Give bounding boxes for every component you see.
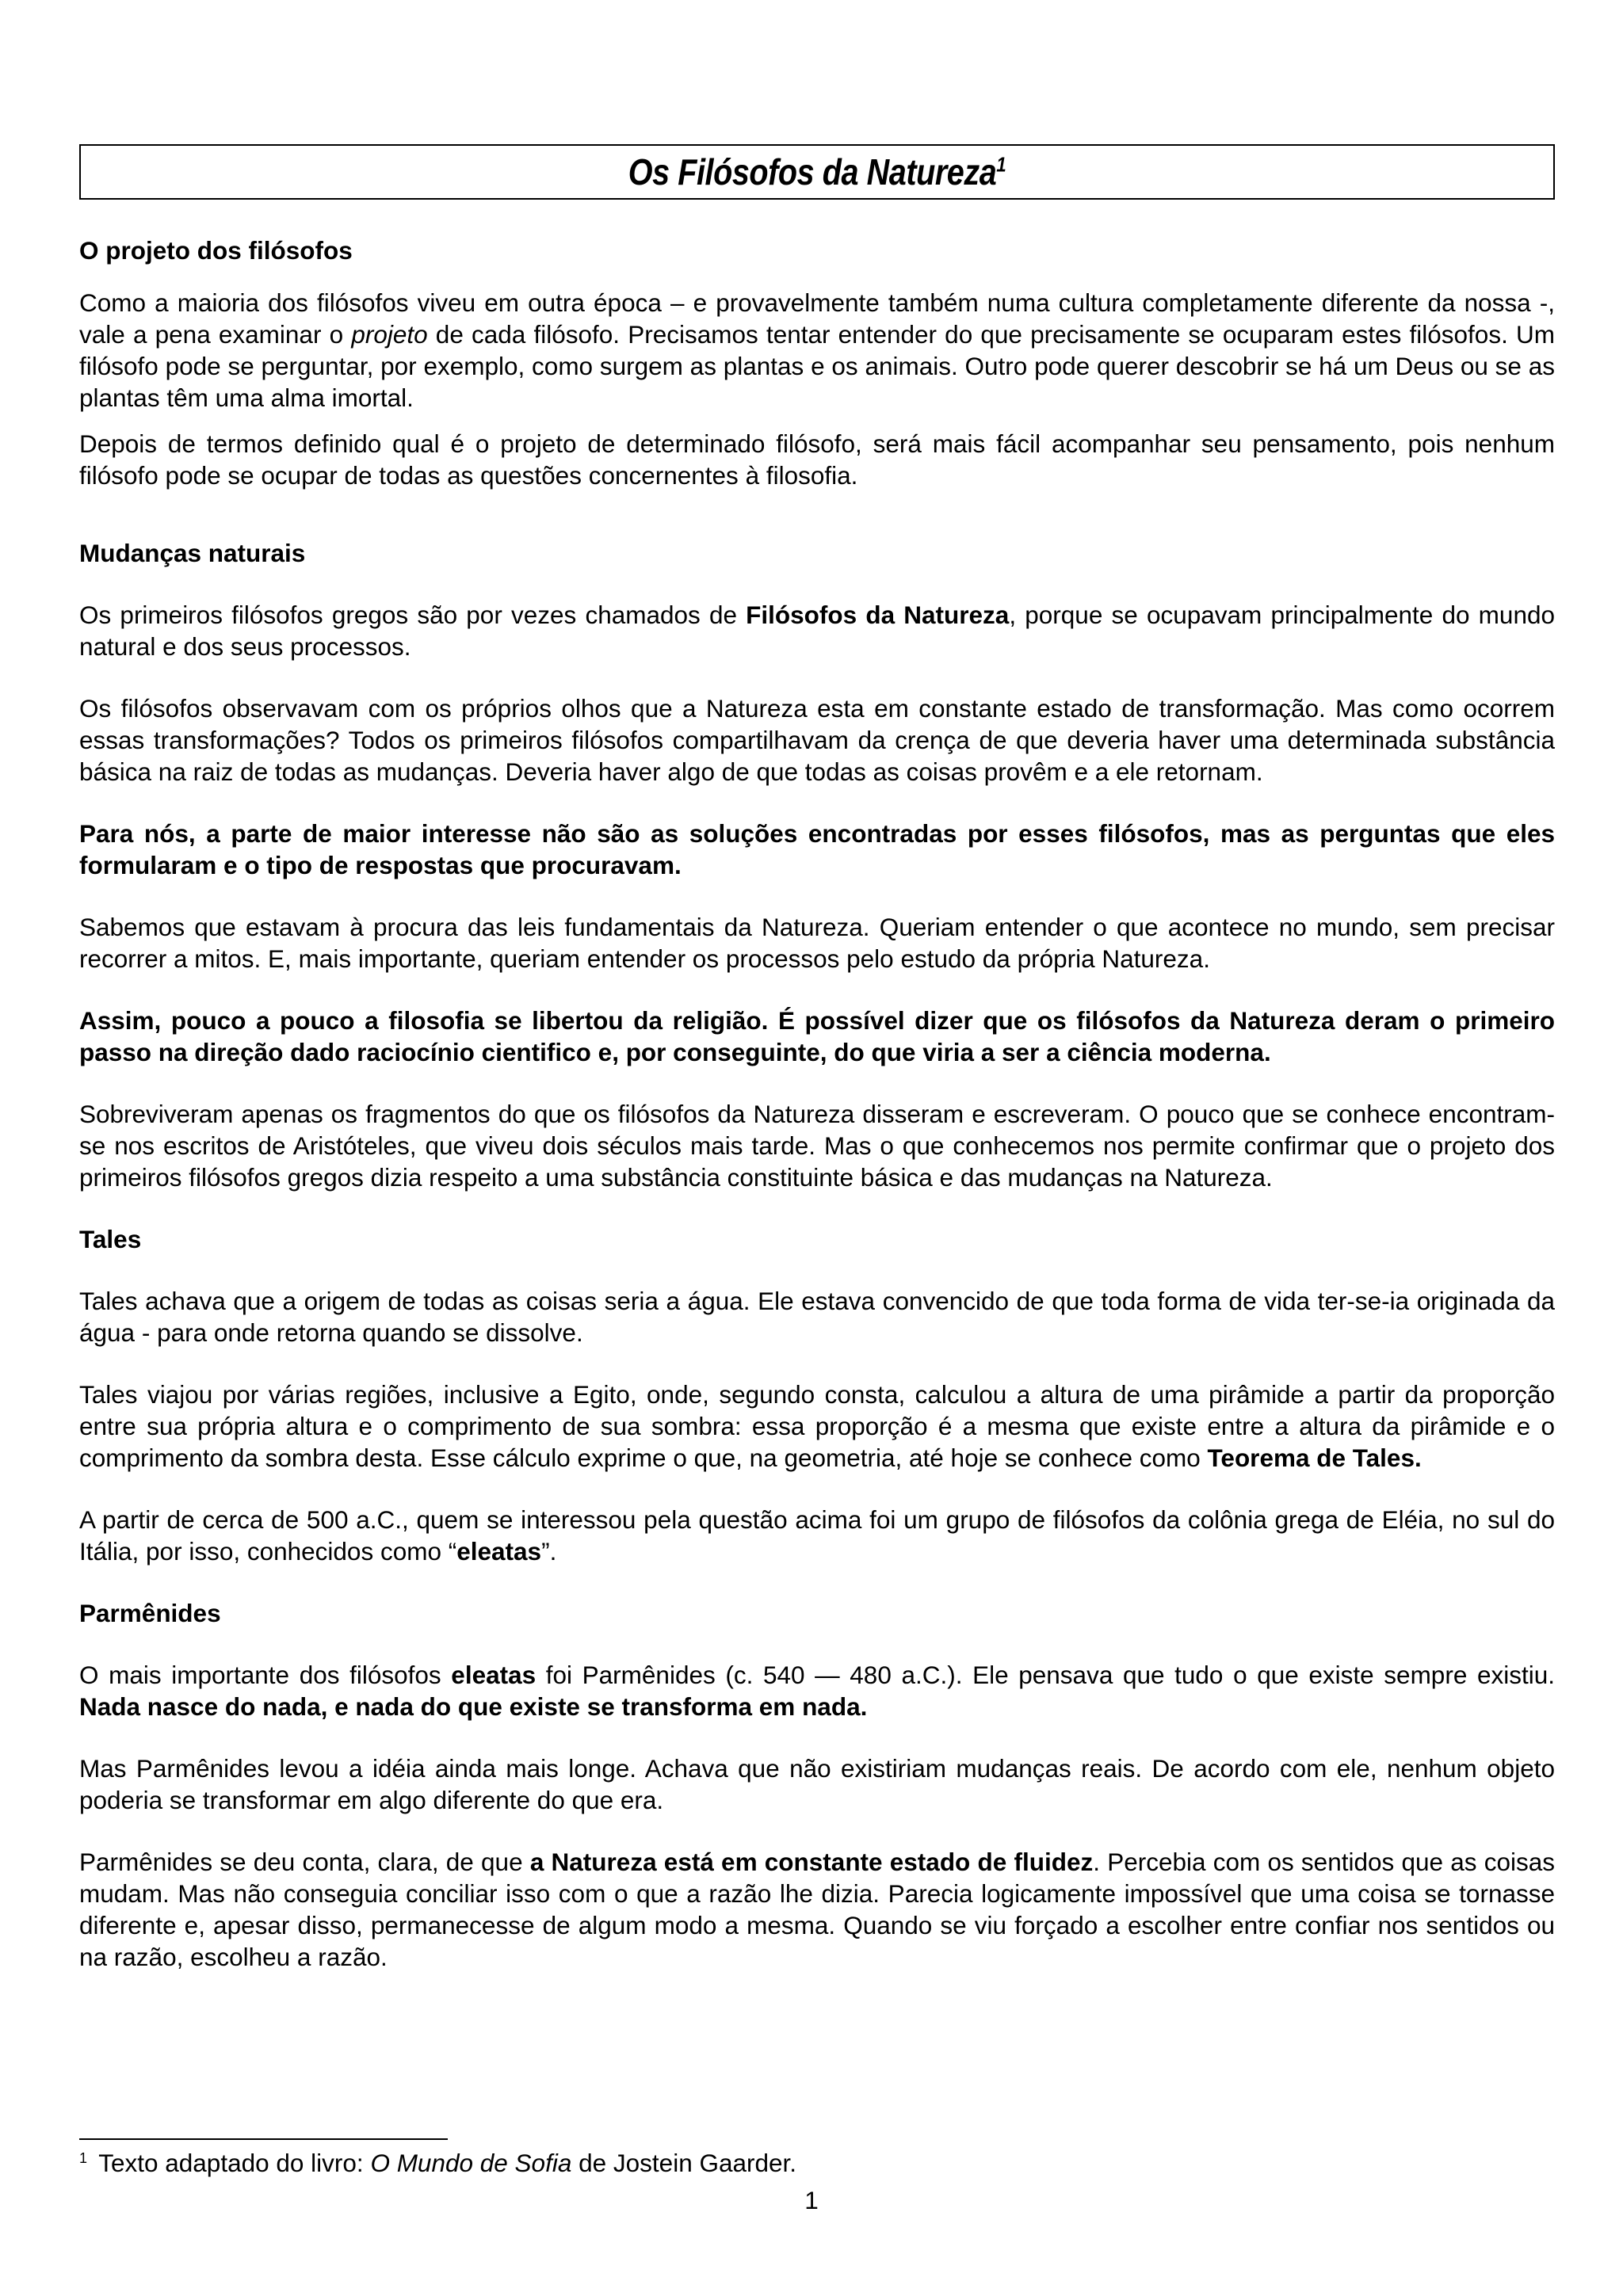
footnote-reference: 1 bbox=[996, 152, 1006, 177]
section-heading-projeto: O projeto dos filósofos bbox=[79, 236, 353, 265]
document-page bbox=[79, 144, 1555, 1973]
paragraph-tales-3: A partir de cerca de 500 a.C., quem se interessou pela questão acima foi um grupo de filósofos da colônia grega de Eléia, no sul do Itália, por isso, conhecidos como “eleatas”. bbox=[79, 1505, 1555, 1566]
paragraph-mudancas-2: Os filósofos observavam com os próprios olhos que a Natureza esta em constante estado de transformação. Mas como ocorrem essas transformações? Todos os primeiros filósofos compartilhavam da crença de que deveria haver uma determinada substância básica na raiz de todas as mudanças. Deveria haver algo de que todas as coisas provêm e a ele retornam. bbox=[79, 694, 1555, 786]
paragraph-mudancas-6: Sobreviveram apenas os fragmentos do que os filósofos da Natureza disseram e escreveram. O pouco que se conhece encontram-se nos escritos de Aristóteles, que viveu dois séculos mais tarde. Mas o que conhecemos nos permite confirmar que o projeto dos primeiros filósofos gregos dizia respeito a uma substância constituinte básica e das mudanças na Natureza. bbox=[79, 1100, 1555, 1192]
section-heading-parmenides: Parmênides bbox=[79, 1599, 221, 1627]
footnote: $^1$ Texto adaptado do livro: O Mundo de Sofia de Jostein Gaarder. bbox=[79, 2149, 797, 2177]
title-box bbox=[79, 144, 1555, 200]
section-heading-mudancas: Mudanças naturais bbox=[79, 539, 306, 567]
footnote-marker: 1 bbox=[79, 2149, 88, 2166]
paragraph-parmenides-3: Parmênides se deu conta, clara, de que a Natureza está em constante estado de fluidez. Percebia com os sentidos que as coisas mudam. Mas não conseguia conciliar isso com o que a razão lhe dizia. Parecia logicamente impossível que uma coisa se tornasse diferente e, apesar disso, permanecesse de algum modo a mesma. Quando se viu forçado a escolher entre confiar nos sentidos ou na razão, escolheu a razão. bbox=[79, 1848, 1555, 1971]
paragraph-mudancas-1: Os primeiros filósofos gregos são por vezes chamados de Filósofos da Natureza, porque se ocupavam principalmente do mundo natural e dos seus processos. bbox=[79, 601, 1556, 661]
page-title: Os Filósofos da Natureza$^1$ bbox=[628, 151, 1006, 193]
paragraph-projeto-2: Depois de termos definido qual é o projeto de determinado filósofo, será mais fácil acompanhar seu pensamento, pois nenhum filósofo pode se ocupar de todas as questões concernentes à filosofia. bbox=[79, 429, 1555, 490]
paragraph-mudancas-4: Sabemos que estavam à procura das leis fundamentais da Natureza. Queriam entender o que acontece no mundo, sem precisar recorrer a mitos. E, mais importante, queriam entender os processos pelo estudo da própria Natureza. bbox=[79, 913, 1555, 973]
paragraph-tales-1: Tales achava que a origem de todas as coisas seria a água. Ele estava convencido de que toda forma de vida ter-se-ia originada da água - para onde retorna quando se dissolve. bbox=[79, 1287, 1555, 1347]
page-number: 1 bbox=[804, 2186, 819, 2214]
paragraph-tales-2: Tales viajou por várias regiões, inclusive a Egito, onde, segundo consta, calculou a altura de uma pirâmide a partir da proporção entre sua própria altura e o comprimento de sua sombra: essa proporção é a mesma que existe entre a altura da pirâmide e o comprimento da sombra desta. Esse cálculo exprime o que, na geometria, até hoje se conhece como Teorema de Tales. bbox=[79, 1380, 1555, 1472]
section-heading-tales: Tales bbox=[79, 1225, 142, 1253]
paragraph-projeto-1: Como a maioria dos filósofos viveu em outra época – e provavelmente também numa cultura completamente diferente da nossa -, vale a pena examinar o projeto de cada filósofo. Precisamos tentar entender do que precisamente se ocuparam estes filósofos. Um filósofo pode se perguntar, por exemplo, como surgem as plantas e os animais. Outro pode querer descobrir se há um Deus ou se as plantas têm uma alma imortal. bbox=[79, 288, 1555, 412]
paragraph-mudancas-5: Assim, pouco a pouco a filosofia se libertou da religião. É possível dizer que os filósofos da Natureza deram o primeiro passo na direção dado raciocínio cientifico e, por conseguinte, do que viria a ser a ciência moderna. bbox=[79, 1006, 1555, 1066]
footnote-divider bbox=[79, 2138, 448, 2140]
paragraph-parmenides-2: Mas Parmênides levou a idéia ainda mais longe. Achava que não existiriam mudanças reais. De acordo com ele, nenhum objeto poderia se transformar em algo diferente do que era. bbox=[79, 1754, 1555, 1814]
paragraph-parmenides-1: O mais importante dos filósofos eleatas foi Parmênides (c. 540 — 480 a.C.). Ele pensava que tudo o que existe sempre existiu. Nada nasce do nada, e nada do que existe se transforma em nada. bbox=[79, 1661, 1555, 1721]
paragraph-mudancas-3: Para nós, a parte de maior interesse não são as soluções encontradas por esses filósofos, mas as perguntas que eles formularam e o tipo de respostas que procuravam. bbox=[79, 819, 1555, 879]
